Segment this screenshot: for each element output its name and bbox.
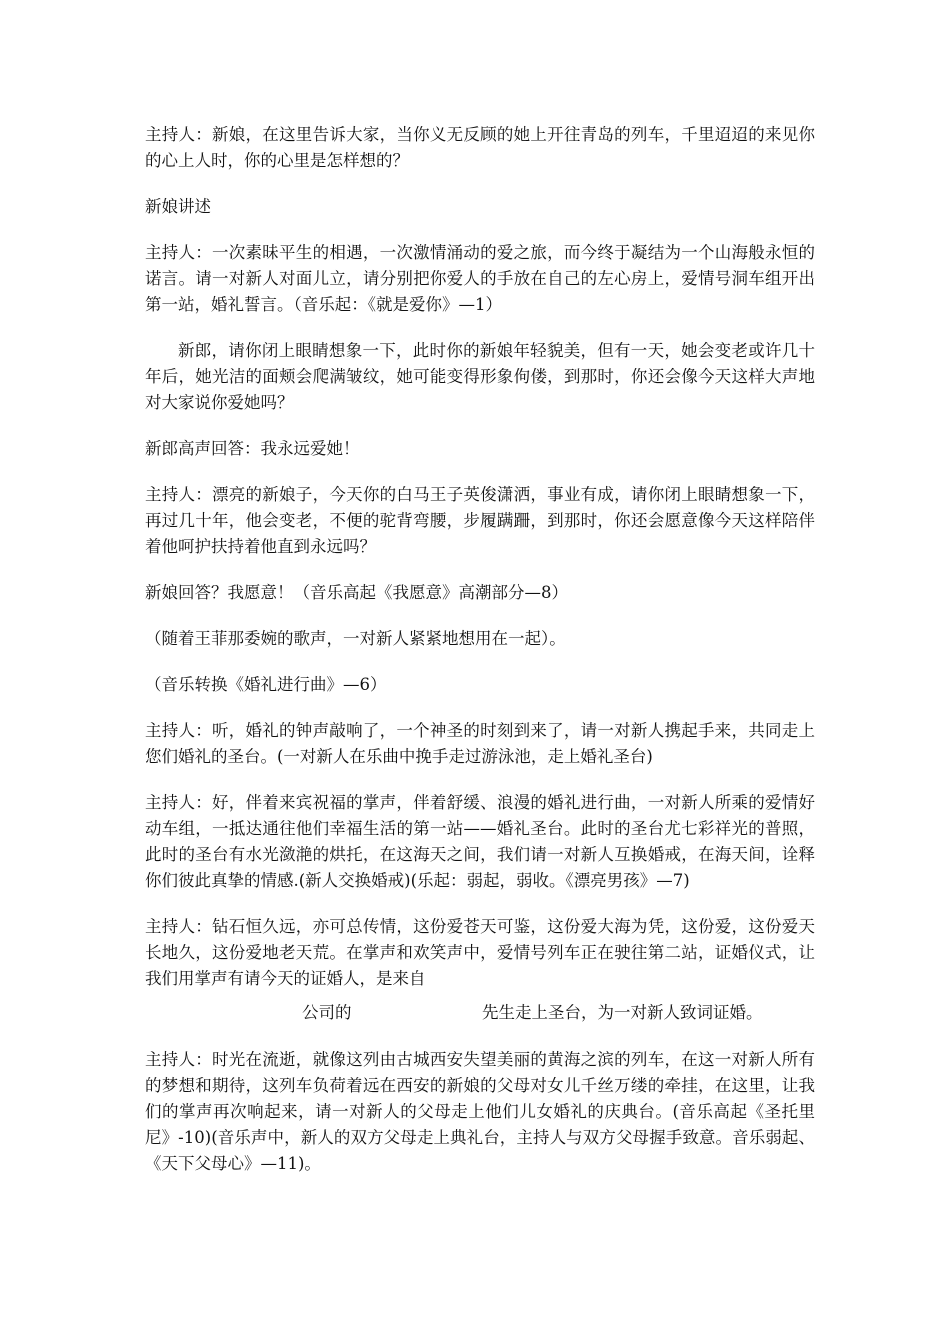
witness-company-text: 公司的	[302, 1003, 352, 1022]
paragraph-host-wedding-bell: 主持人：听，婚礼的钟声敲响了，一个神圣的时刻到来了，请一对新人携起手来，共同走上您们婚礼的圣台。(一对新人在乐曲中挽手走过游泳池，走上婚礼圣台)	[145, 721, 815, 766]
paragraph-host-parents: 主持人：时光在流逝，就像这列由古城西安失望美丽的黄海之滨的列车，在这一对新人所有的梦想和期待，这列车负荷着远在西安的新娘的父母对女儿千丝万缕的牵挂，在这里，让我们的掌声再次响起来，请一对新人的父母走上他们儿女婚礼的庆典台。(音乐高起《圣托里尼》-10)(音乐声中，新人的双方父母走上典礼台，主持人与双方父母握手致意。音乐弱起、《天下父母心》—11)。	[145, 1050, 815, 1173]
paragraph-host-bride-question: 主持人：漂亮的新娘子，今天你的白马王子英俊潇洒，事业有成，请你闭上眼睛想象一下，再过几十年，他会变老，不便的驼背弯腰，步履蹒跚，到那时，你还会愿意像今天这样陪伴着他呵护扶持着他直到永远吗？	[145, 485, 815, 556]
document-page	[145, 122, 815, 1197]
paragraph-host-question-bride: 主持人：新娘，在这里告诉大家，当你义无反顾的她上开往青岛的列车，千里迢迢的来见你的心上人时，你的心里是怎样想的？	[145, 125, 815, 170]
witness-rest-text: 先生走上圣台，为一对新人致词证婚。	[482, 1003, 763, 1022]
paragraph-music-change: （音乐转换《婚礼进行曲》—6）	[145, 675, 387, 694]
paragraph-host-witness-intro: 主持人：钻石恒久远，亦可总传情，这份爱苍天可鉴，这份爱大海为凭，这份爱，这份爱天长地久，这份爱地老天荒。在掌声和欢笑声中，爱情号列车正在驶往第二站，证婚仪式，让我们用掌声有请今天的证婚人，是来自	[145, 917, 815, 988]
paragraph-host-vows: 主持人：一次素昧平生的相遇，一次激情涌动的爱之旅，而今终于凝结为一个山海般永恒的诺言。请一对新人对面儿立，请分别把你爱人的手放在自己的左心房上，爱情号洞车组开出第一站，婚礼誓言。（音乐起：《就是爱你》—1）	[145, 243, 815, 314]
paragraph-groom-question: 新郎，请你闭上眼睛想象一下，此时你的新娘年轻貌美，但有一天，她会变老或许几十年后，她光洁的面颊会爬满皱纹，她可能变得形象佝偻，到那时，你还会像今天这样大声地对大家说你爱她吗？	[145, 341, 815, 412]
paragraph-groom-answer: 新郎高声回答：我永远爱她！	[145, 439, 360, 458]
paragraph-host-ring-exchange: 主持人：好，伴着来宾祝福的掌声，伴着舒缓、浪漫的婚礼进行曲，一对新人所乘的爱情好动车组，一抵达通往他们幸福生活的第一站——婚礼圣台。此时的圣台尤七彩祥光的普照，此时的圣台有水光潋滟的烘托，在这海天之间，我们请一对新人互换婚戒，在海天间，诠释你们彼此真挚的情感.(新人交换婚戒)(乐起：弱起，弱收。《漂亮男孩》—7)	[145, 793, 815, 890]
paragraph-stage-direction-embrace: （随着王菲那委婉的歌声，一对新人紧紧地想用在一起）。	[145, 629, 566, 648]
paragraph-bride-answer: 新娘回答？我愿意！（音乐高起《我愿意》高潮部分—8）	[145, 583, 568, 602]
witness-line	[145, 1000, 815, 1026]
paragraph-bride-narration: 新娘讲述	[145, 197, 211, 216]
